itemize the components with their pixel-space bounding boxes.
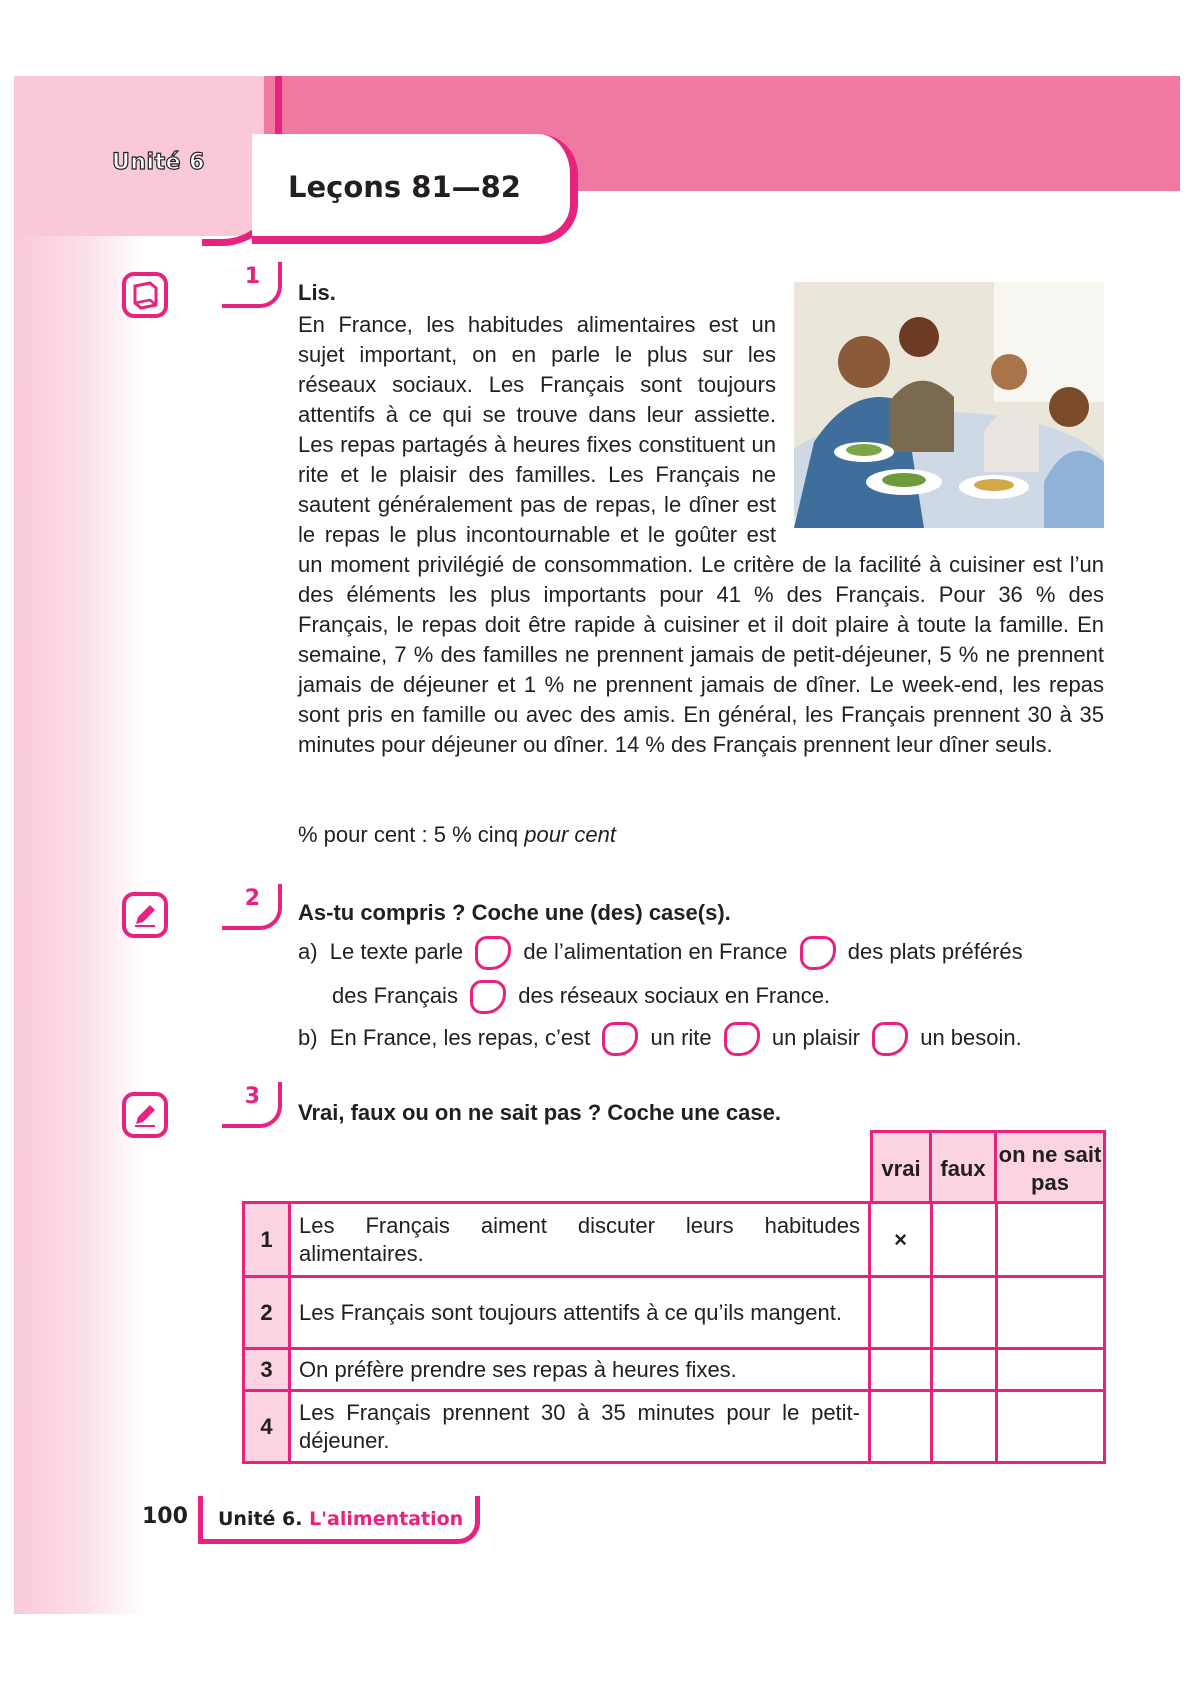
cell-faux[interactable] (932, 1349, 997, 1391)
exercise-2b-line (298, 1022, 1022, 1056)
unit-badge: Unité 6 (112, 150, 205, 175)
exercise-3-heading: Vrai, faux ou on ne sait pas ? Coche une case. (298, 1100, 781, 1125)
column-faux: faux (929, 1130, 997, 1204)
footer-unit (218, 1508, 463, 1530)
exercise-1-heading: Lis. (298, 280, 336, 305)
checkbox-plaisir[interactable] (724, 1022, 760, 1056)
cell-faux[interactable] (932, 1203, 997, 1277)
exercise-2-heading: As-tu compris ? Coche une (des) case(s). (298, 900, 731, 925)
cell-vrai[interactable] (870, 1277, 932, 1349)
exercise-2-number: 2 (222, 884, 282, 930)
option-besoin: un besoin. (920, 1024, 1022, 1050)
cell-vrai[interactable] (870, 1349, 932, 1391)
checkbox-rite[interactable] (602, 1022, 638, 1056)
exercise-1-note (298, 820, 616, 850)
row-number: 2 (244, 1277, 290, 1349)
row-statement: Les Français aiment discuter leurs habitudes alimentaires. (290, 1203, 870, 1277)
exercise-1-body: En France, les habitudes alimentaires est un sujet important, on en parle le plus sur les réseaux sociaux. Les Français sont toujours attentifs à ce qui se trouve dans leur assiette. Les repas partagés à heures fixes constituent un rite et le plaisir des familles. Les Français ne sautent généralement pas de repas, le dîner est le repas le plus incontournable et le goûter est un moment privilégié de consommation. Le critère de la facilité à cuisiner est l’un des éléments les plus importants pour 41 % des Français. Pour 36 % des Français, le repas doit être rapide à cuisiner et il doit plaire à toute la famille. En semaine, 7 % des familles ne prennent jamais de petit-déjeuner, 5 % ne prennent jamais de déjeuner et 1 % ne prennent jamais de dîner. Le week-end, les repas sont pris en famille ou avec des amis. En général, les Français prennent 30 à 35 minutes pour déjeuner ou dîner. 14 % des Français prennent leur dîner seuls. (298, 312, 1104, 757)
table-row (244, 1391, 1105, 1463)
option-plaisir: un plaisir (771, 1024, 860, 1050)
checkbox-reseaux-sociaux[interactable] (470, 980, 506, 1014)
page-number: 100 (142, 1504, 188, 1529)
book-icon (122, 272, 168, 318)
column-vrai: vrai (870, 1130, 932, 1204)
table-row (244, 1349, 1105, 1391)
row-number: 1 (244, 1203, 290, 1277)
exercise-2b-prefix: b) (298, 1024, 318, 1050)
exercise-1-number: 1 (222, 262, 282, 308)
family-dinner-photo (794, 282, 1104, 528)
table-row (244, 1203, 1105, 1277)
pencil-icon (122, 892, 168, 938)
checkbox-alimentation[interactable] (475, 936, 511, 970)
checkbox-besoin[interactable] (872, 1022, 908, 1056)
exercise-3-number: 3 (222, 1082, 282, 1128)
cell-vrai[interactable]: × (870, 1203, 932, 1277)
cell-vrai[interactable] (870, 1391, 932, 1463)
cell-on-ne-sait-pas[interactable] (997, 1349, 1105, 1391)
cell-faux[interactable] (932, 1391, 997, 1463)
true-false-table (242, 1201, 1106, 1464)
exercise-1-note-text: % pour cent : 5 % cinq (298, 822, 525, 847)
table-row (244, 1277, 1105, 1349)
lesson-title: Leçons 81—82 (288, 170, 521, 204)
row-statement: Les Français sont toujours attentifs à ce qu’ils mangent. (290, 1277, 870, 1349)
option-plats-preferes: des plats préférés (847, 938, 1023, 964)
exercise-2a-line2 (332, 980, 830, 1014)
option-alimentation: de l’alimentation en France (523, 938, 788, 964)
row-statement: On préfère prendre ses repas à heures fixes. (290, 1349, 870, 1391)
option-rite: un rite (650, 1024, 712, 1050)
checkbox-plats-preferes[interactable] (800, 936, 836, 970)
option-plats-preferes-cont: des Français (332, 982, 458, 1008)
footer-unit-label: Unité 6. (218, 1508, 303, 1530)
footer-unit-topic: L'alimentation (309, 1508, 464, 1530)
exercise-2a-start: Le texte parle (329, 938, 464, 964)
cell-faux[interactable] (932, 1277, 997, 1349)
row-number: 4 (244, 1391, 290, 1463)
cell-on-ne-sait-pas[interactable] (997, 1391, 1105, 1463)
option-reseaux-sociaux: des réseaux sociaux en France. (518, 982, 831, 1008)
row-number: 3 (244, 1349, 290, 1391)
column-on-ne-sait-pas: on ne sait pas (994, 1130, 1106, 1204)
exercise-2a-line1 (298, 936, 1023, 970)
cell-on-ne-sait-pas[interactable] (997, 1203, 1105, 1277)
pencil-icon-2 (122, 1092, 168, 1138)
cell-on-ne-sait-pas[interactable] (997, 1277, 1105, 1349)
exercise-1-note-italic: pour cent (524, 822, 616, 847)
exercise-1-text (298, 310, 1104, 760)
exercise-2a-prefix: a) (298, 938, 318, 964)
row-statement: Les Français prennent 30 à 35 minutes pour le petit-déjeuner. (290, 1391, 870, 1463)
exercise-2b-start: En France, les repas, c’est (329, 1024, 591, 1050)
